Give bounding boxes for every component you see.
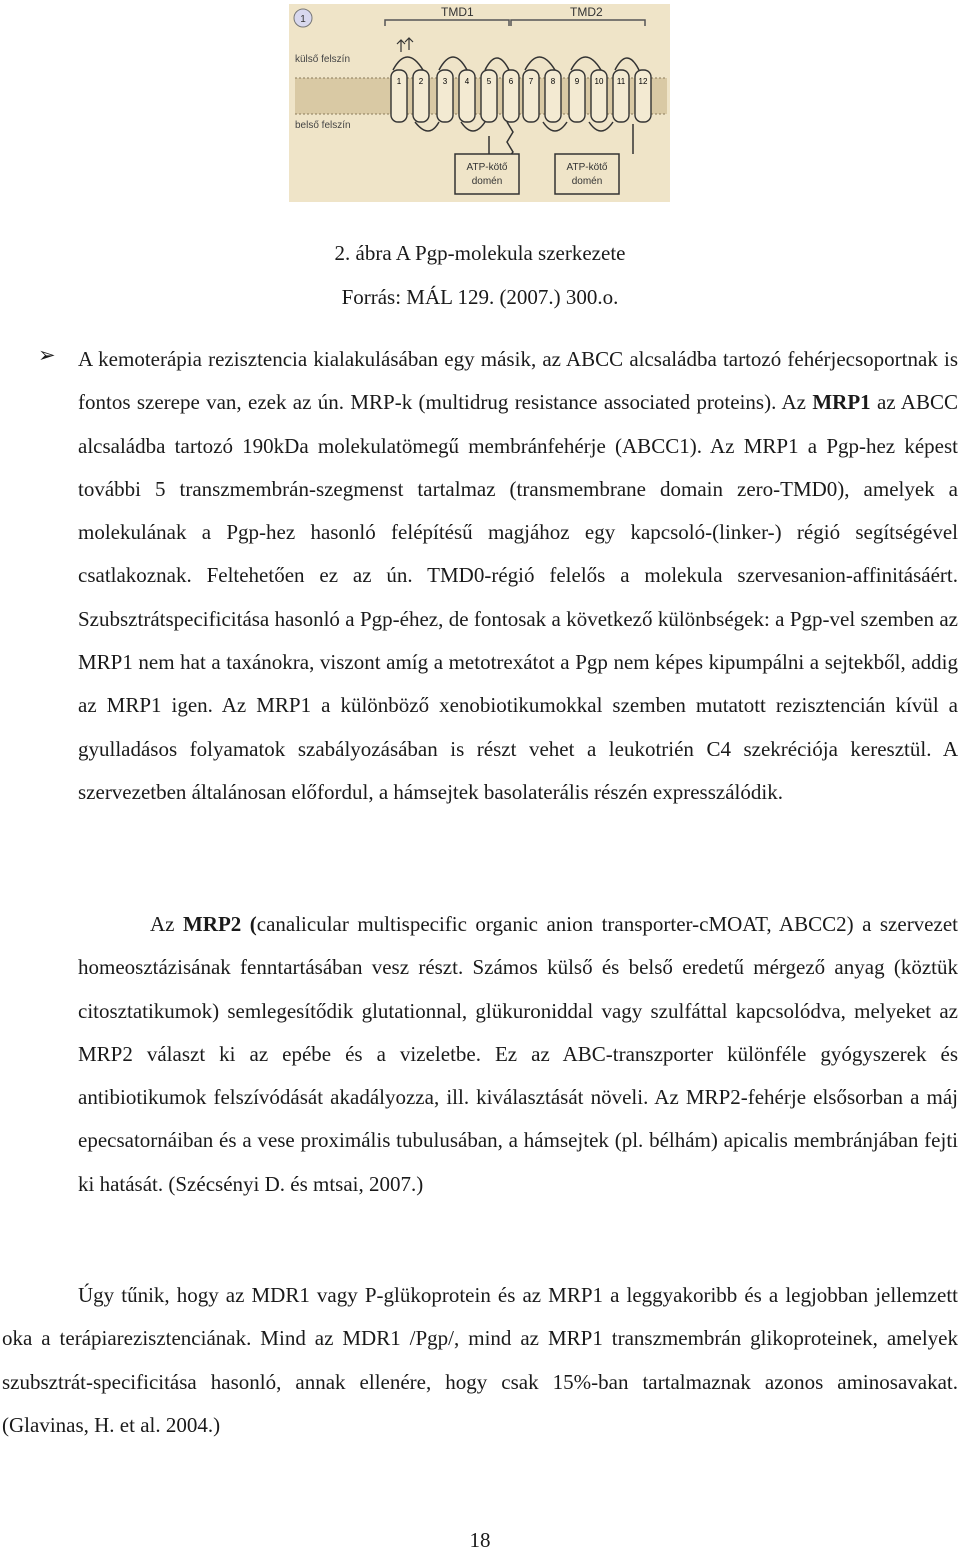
helix-segment-number: 10 [594, 77, 604, 86]
paragraph-mrp1: A kemoterápia rezisztencia kialakulásában egy másik, az ABCC alcsaládba tartozó fehérjecsoportnak is fontos szerepe van, ezek az ún. MRP-k (multidrug resistance associated proteins). Az MRP1 az ABCC alcsaládba tartozó 190kDa molekulatömegű membránfehérje (ABCC1). Az MRP1 a Pgp-hez képest további 5 transzmembrán-szegmenst tartalmaz (transmembrane domain zero-TMD0), amelyek a molekulának a Pgp-hez hasonló felépítésű magjához egy kapcsoló-(linker-) régió segítségével csatlakoznak. Feltehetően ez az ún. TMD0-régió felelős a molekula szervesanion-affinitásáért. Szubsztrátspecificitása hasonló a Pgp-éhez, de fontosak a következő különbségek: a Pgp-vel szemben az MRP1 nem hat a taxánokra, viszont amíg a metotrexátot a Pgp nem képes kipumpálni a sejtekből, addig az MRP1 igen. Az MRP1 a különböző xenobiotikumokkal szemben mutatott rezisztencián kívül a gyulladásos folyamatok szabályozásában is részt vehet a leukotrién C4 szekréciója keresztül. A szervezetben általánosan előfordul, a hámsejtek basolaterális részén expresszálódik. [78, 347, 958, 804]
inner-surface-label: belső felszín [295, 120, 351, 131]
pgp-structure-diagram [289, 4, 670, 202]
paragraph-mrp2: Az MRP2 (canalicular multispecific organic anion transporter-cMOAT, ABCC2) a szervezet homeosztázisának fenntartásában vesz részt. Számos külső és belső eredetű mérgező anyag (köztük citosztatikumok) semlegesítődik glutationnal, glükuroniddal vagy szulfáttal kapcsolódva, melyeket az MRP2 választ ki az epébe és a vizeletbe. Ez az ABC-transzporter különféle gyógyszerek és antibiotikumok felszívódását akadályozza, ill. kiválasztását növeli. Az MRP2-fehérje elsősorban a máj epecsatornáiban és a vese proximális tubulusában, a hámsejtek (pl. bélhám) apicalis membránjában fejti ki hatását. (Szécsényi D. és mtsai, 2007.) [78, 912, 958, 1196]
atp2-label-line2: domén [571, 176, 603, 187]
figure-caption-source: Forrás: MÁL 129. (2007.) 300.o. [341, 285, 619, 309]
helix-segment-number: 1 [396, 77, 402, 86]
helix-segment-number: 11 [616, 77, 626, 86]
helix-segment-number: 6 [508, 77, 514, 86]
mrp1-term: MRP1 [812, 390, 871, 415]
helix-segment-number: 12 [638, 77, 648, 86]
helix-segment-number: 4 [464, 77, 470, 86]
figure-badge-text: 1 [300, 14, 306, 25]
atp-binding-domain-2 [555, 154, 619, 194]
helix-segment-number: 9 [574, 77, 580, 86]
tmd2-label: TMD2 [570, 5, 603, 19]
helix-segment-number: 5 [486, 77, 492, 86]
helix-segment-number: 8 [550, 77, 556, 86]
atp1-label-line1: ATP-kötő [466, 162, 508, 173]
page-number: 18 [469, 1528, 491, 1552]
bullet-arrow-icon: ➢ [38, 343, 56, 367]
helix-segment-number: 3 [442, 77, 448, 86]
mrp2-term: MRP2 [182, 912, 242, 936]
figure-caption-title: 2. ábra A Pgp-molekula szerkezete [334, 241, 626, 265]
tmd1-label: TMD1 [441, 5, 474, 19]
pgp-structure-figure [289, 4, 670, 202]
atp1-label-line2: domén [471, 176, 503, 187]
helix-segment-number: 7 [528, 77, 534, 86]
helix-segment-number: 2 [418, 77, 424, 86]
outer-surface-label: külső felszín [295, 54, 351, 65]
atp-binding-domain-1 [455, 154, 519, 194]
paragraph-summary: Úgy tűnik, hogy az MDR1 vagy P-glükoprotein és az MRP1 a leggyakoribb és a legjobban jellemzett oka a terápiarezisztenciának. Mind az MDR1 /Pgp/, mind az MRP1 transzmembrán glikoproteinek, amelyek szubsztrát-specificitása hasonló, annak ellenére, hogy csak 15%-ban tartalmaznak azonos aminosavakat. (Glavinas, H. et al. 2004.) [2, 1283, 958, 1437]
atp2-label-line1: ATP-kötő [566, 162, 608, 173]
